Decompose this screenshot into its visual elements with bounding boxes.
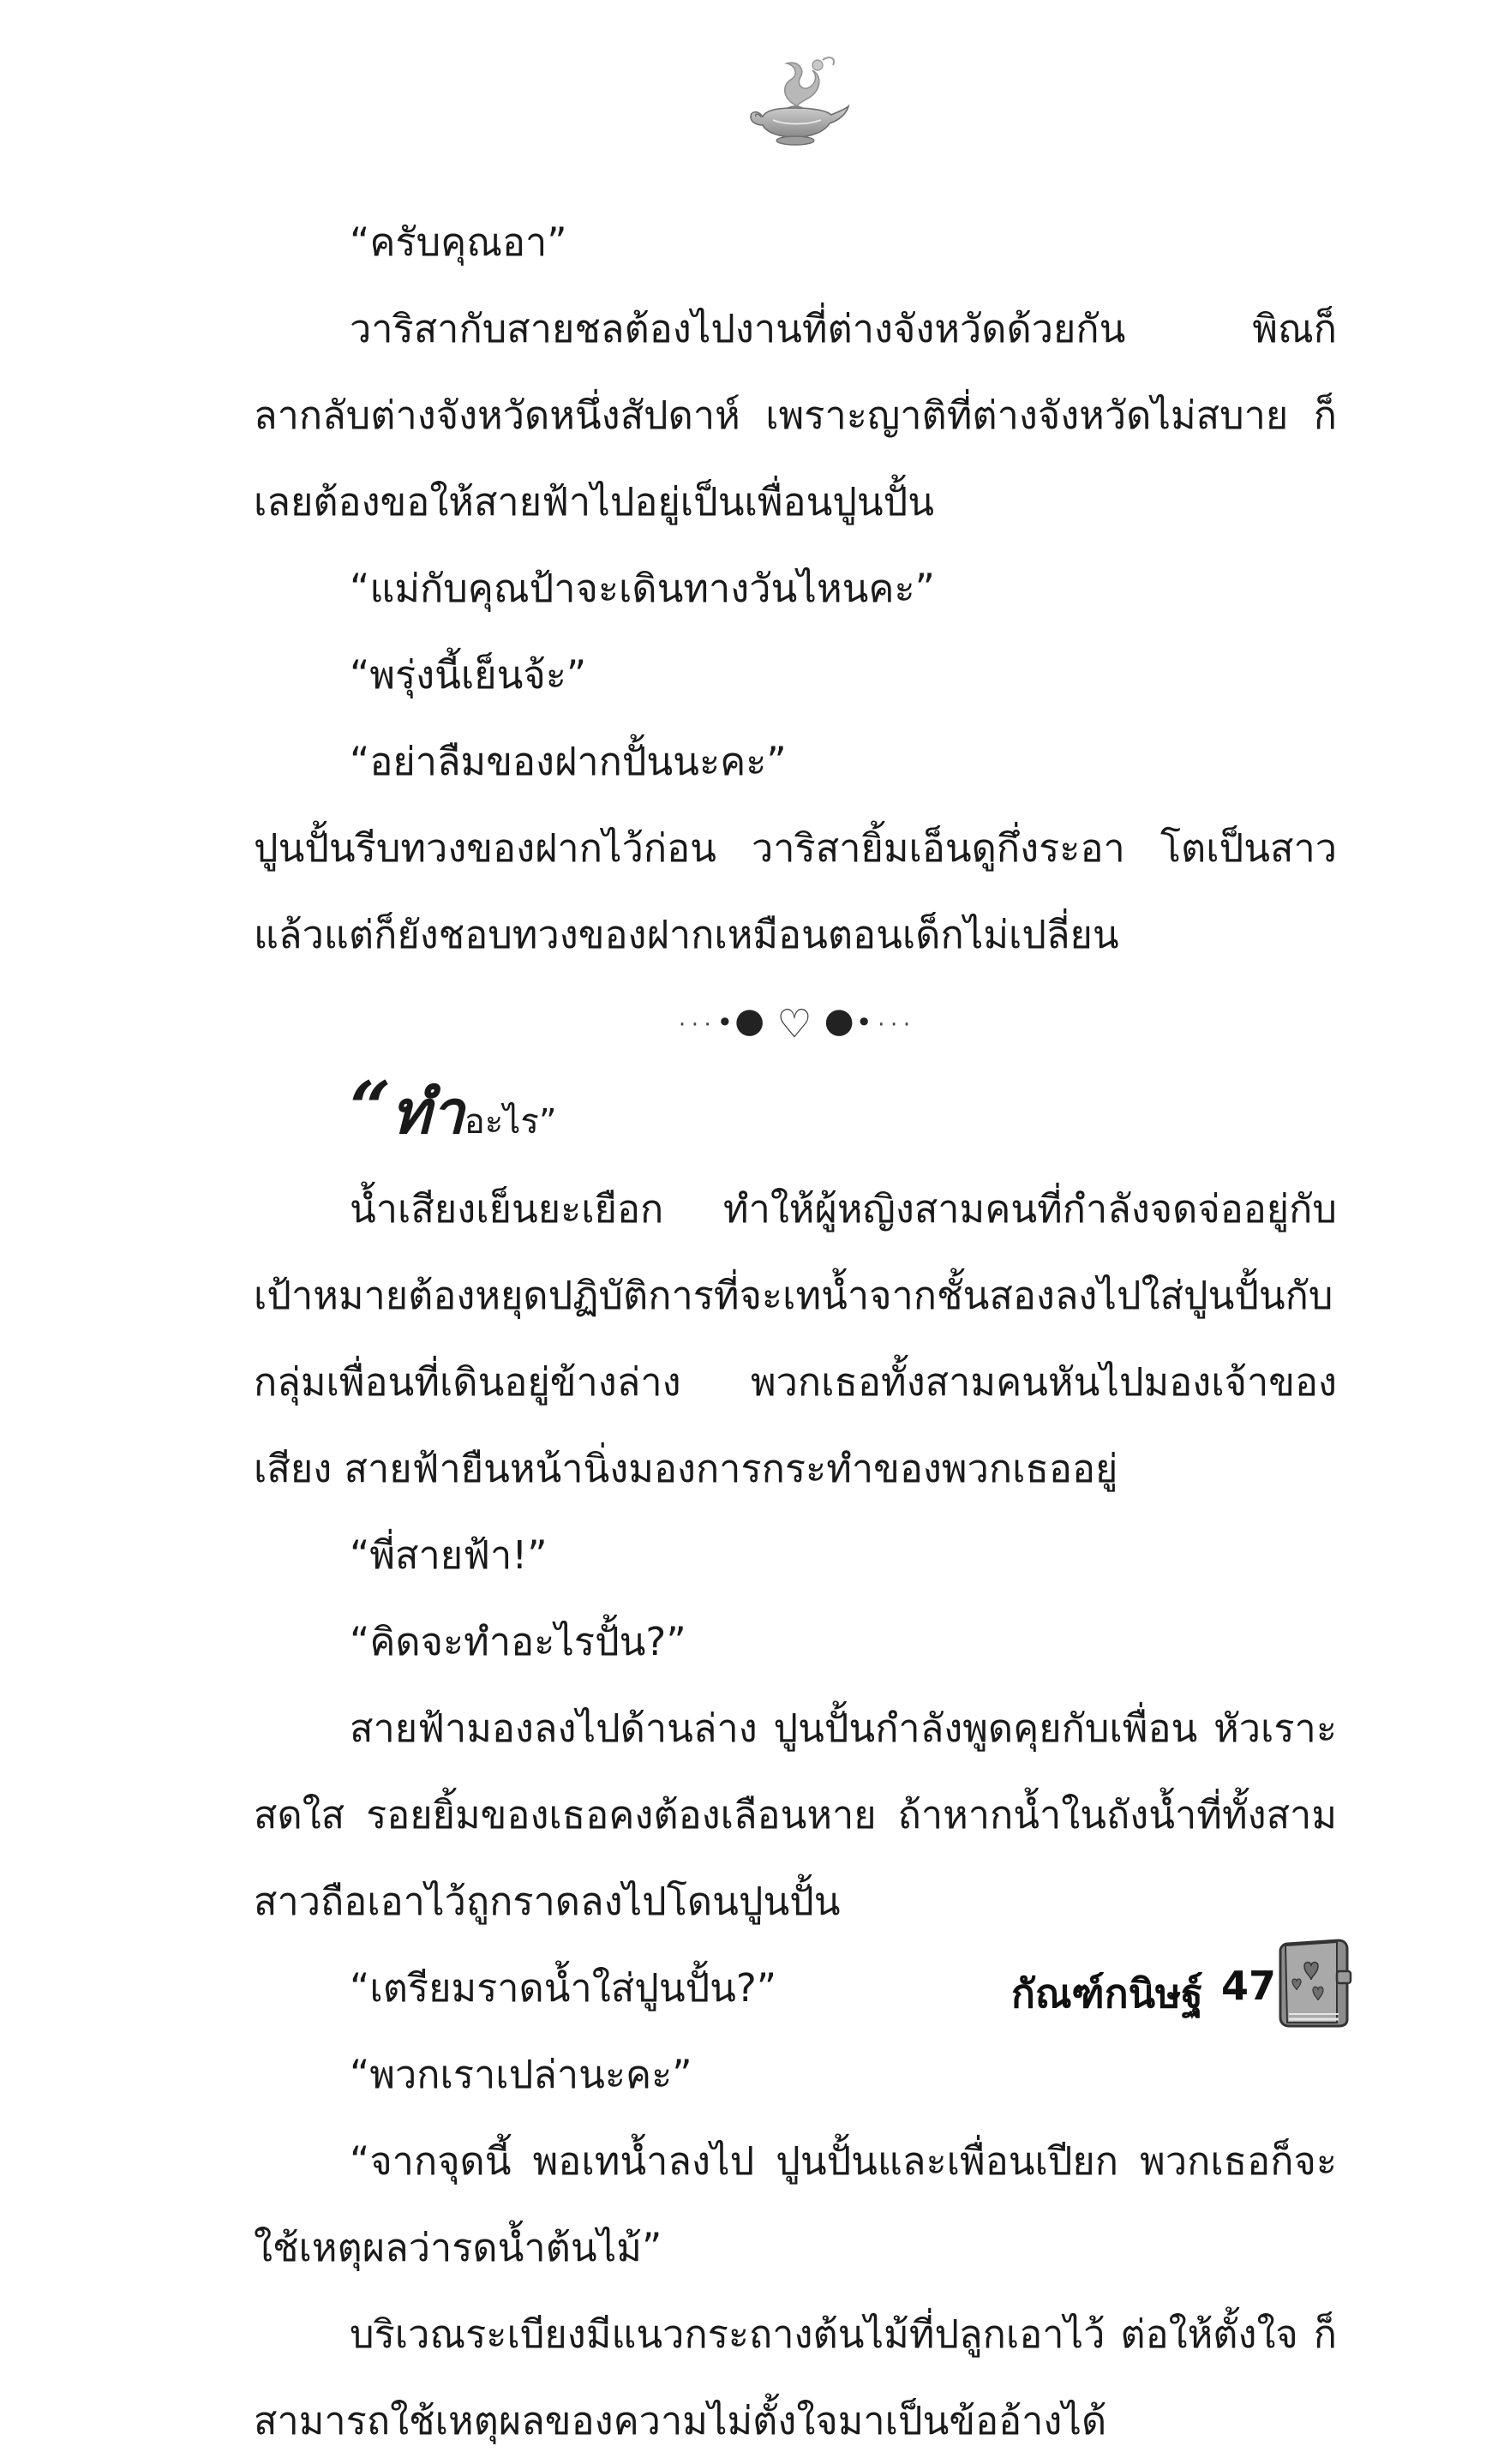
paragraph: บริเวณระเบียงมีแนวกระถางต้นไม้ที่ปลูกเอาไว้ ต่อให้ตั้งใจ ก็สามารถใช้เหตุผลของความไม่ตั้งใจมาเป็นข้ออ้างได้ <box>254 2311 1337 2443</box>
paragraph: สายฟ้ามองลงไปด้านล่าง ปูนปั้นกำลังพูดคุยกับเพื่อน หัวเราะสดใส รอยยิ้มของเธอคงต้องเลือนหาย ถ้าหากน้ำในถังน้ำที่ทั้งสามสาวถือเอาไว้ถูกราดลงไปโดนปูนปั้น <box>254 1706 1337 1924</box>
chapter-opening-line <box>254 1064 1337 1166</box>
body-text <box>254 199 1337 2464</box>
paragraph: “พรุ่งนี้เย็นจ้ะ” <box>350 652 587 698</box>
opening-lead-word: ทำ <box>391 1077 464 1148</box>
paragraph: น้ำเสียงเย็นยะเยือก ทำให้ผู้หญิงสามคนที่กำลังจดจ่ออยู่กับเป้าหมายต้องหยุดปฏิบัติการที่จะเทน้ำจากชั้นสองลงไปใส่ปูนปั้นกับกลุ่มเพื่อนที่เดินอยู่ข้างล่าง พวกเธอทั้งสามคนหันไปมองเจ้าของเสียง สายฟ้ายืนหน้านิ่งมองการกระทำของพวกเธออยู่ <box>254 1186 1337 1491</box>
paragraph: “พี่สายฟ้า!” <box>350 1532 548 1578</box>
paragraph: “เตรียมราดน้ำใส่ปูนปั้น?” <box>350 1965 777 2011</box>
paragraph: วาริสากับสายชลต้องไปงานที่ต่างจังหวัดด้วยกัน พิณก็ลากลับต่างจังหวัดหนึ่งสัปดาห์ เพราะญาติที่ต่างจังหวัดไม่สบาย ก็เลยต้องขอให้สายฟ้าไปอยู่เป็นเพื่อนปูนปั้น <box>254 306 1337 525</box>
paragraph: “อย่าลืมของฝากปั้นนะคะ” <box>350 739 787 784</box>
bottom-paragraphs <box>254 1166 1337 2464</box>
paragraph: “จากจุดนี้ พอเทน้ำลงไป ปูนปั้นและเพื่อนเปียก พวกเธอก็จะใช้เหตุผลว่ารดน้ำต้นไม้” <box>254 2138 1337 2270</box>
genie-lamp-icon <box>747 53 850 147</box>
author-name: กัณฑ์กนิษฐ์ <box>1011 1970 1203 2017</box>
page-number: 47 <box>1221 1963 1277 2009</box>
top-paragraphs <box>254 199 1337 978</box>
paragraph: ปูนปั้นรีบทวงของฝากไว้ก่อน วาริสายิ้มเอ็นดูกึ่งระอา โตเป็นสาวแล้วแต่ก็ยังชอบทวงของฝากเหมือนตอนเด็กไม่เปลี่ยน <box>254 825 1337 957</box>
page-footer <box>1011 1937 1371 2040</box>
paragraph: “ครับคุณอา” <box>350 219 567 265</box>
book-hearts-icon <box>1275 1937 1354 2029</box>
paragraph: “คิดจะทำอะไรปั้น?” <box>350 1619 686 1664</box>
paragraph: “พวกเราเปล่านะคะ” <box>350 2052 692 2097</box>
heart-dots-divider: · · · •● ♡ ●• · · · <box>678 1000 913 1047</box>
opening-quote: “ <box>350 1065 392 1150</box>
paragraph: “แม่กับคุณป้าจะเดินทางวันไหนคะ” <box>350 566 935 611</box>
opening-rest: อะไร” <box>464 1102 557 1142</box>
